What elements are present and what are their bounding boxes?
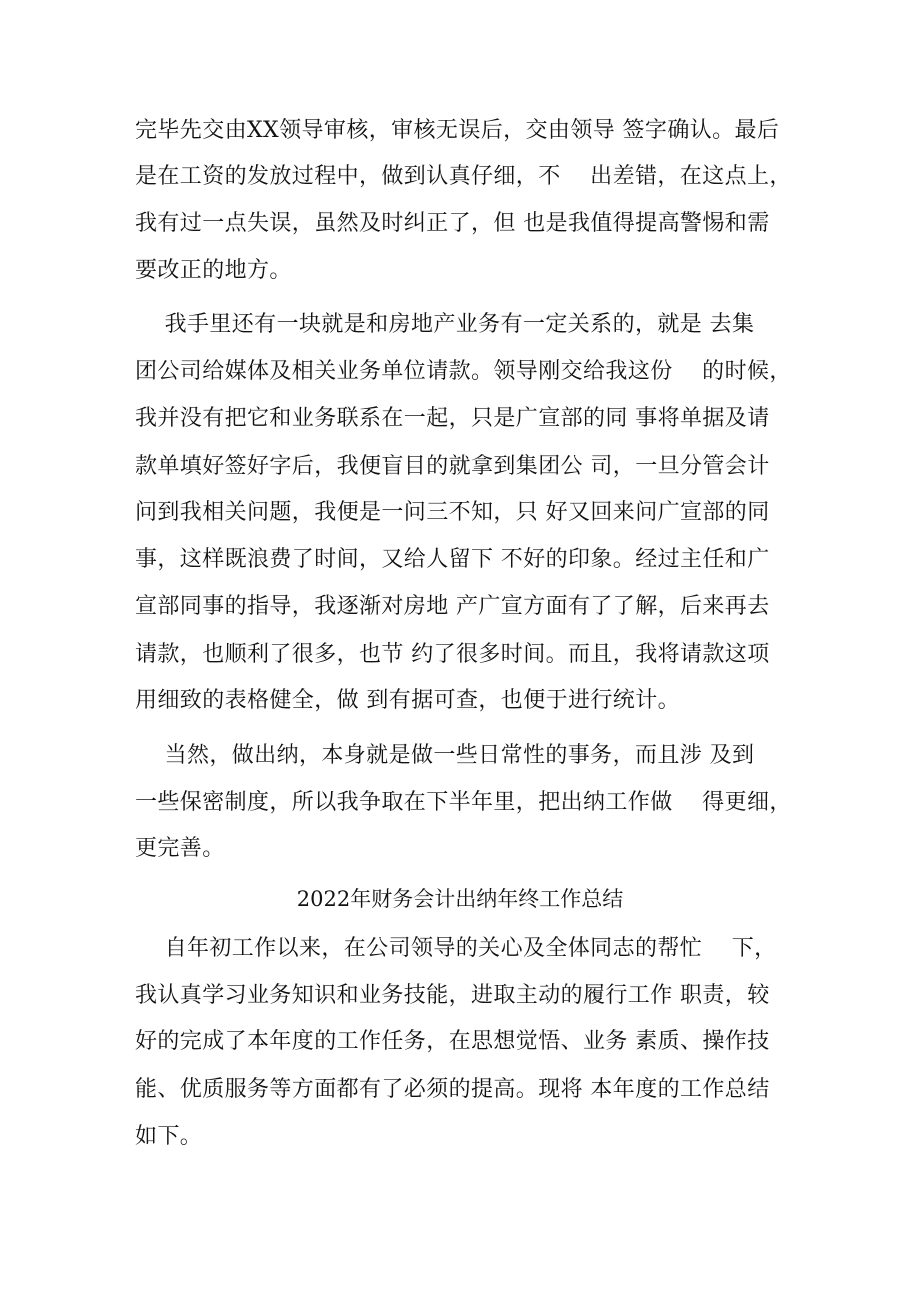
- text-line: 是在工资的发放过程中，做到认真仔细，不 出差错，在这点上，: [135, 164, 792, 189]
- text-line: 自年初工作以来，在公司领导的关心及全体同志的帮忙 下，: [135, 936, 777, 961]
- text-line: 好的完成了本年度的工作任务，在思想觉悟、业务 素质、操作技: [135, 1029, 770, 1054]
- text-line: 如下。: [135, 1124, 203, 1149]
- text-line: 更完善。: [135, 836, 225, 861]
- text-line: 一些保密制度，所以我争取在下半年里，把出纳工作做 得更细，: [135, 790, 792, 815]
- text-line: 款单填好签好字后，我便盲目的就拿到集团公 司，一旦分管会计: [135, 454, 770, 479]
- text-line: 当然，做出纳，本身就是做一些日常性的事务，而且涉 及到: [135, 743, 755, 768]
- text-line: 请款，也顺利了很多，也节 约了很多时间。而且，我将请款这项: [135, 642, 770, 667]
- section-heading: 2022年财务会计出纳年终工作总结: [296, 887, 624, 911]
- text-line: 完毕先交由XX领导审核，审核无误后，交由领导 签字确认。最后: [135, 118, 780, 143]
- text-line: 能、优质服务等方面都有了必须的提高。现将 本年度的工作总结: [135, 1077, 770, 1102]
- text-line: 要改正的地方。: [135, 258, 292, 283]
- text-line: 问到我相关问题，我便是一问三不知，只 好又回来问广宣部的同: [135, 500, 770, 525]
- text-line: 我认真学习业务知识和业务技能，进取主动的履行工作 职责，较: [135, 983, 770, 1008]
- text-line: 我并没有把它和业务联系在一起，只是广宣部的同 事将单据及请: [135, 406, 770, 431]
- text-line: 团公司给媒体及相关业务单位请款。领导刚交给我这份 的时候，: [135, 359, 792, 384]
- text-line: 用细致的表格健全，做 到有据可查，也便于进行统计。: [135, 688, 680, 713]
- text-line: 宣部同事的指导，我逐渐对房地 产广宣方面有了了解，后来再去: [135, 594, 770, 619]
- text-line: 我有过一点失误，虽然及时纠正了，但 也是我值得提高警惕和需: [135, 211, 770, 236]
- text-line: 事，这样既浪费了时间，又给人留下 不好的印象。经过主任和广: [135, 547, 770, 572]
- text-line: 我手里还有一块就是和房地产业务有一定关系的，就是 去集: [135, 312, 755, 337]
